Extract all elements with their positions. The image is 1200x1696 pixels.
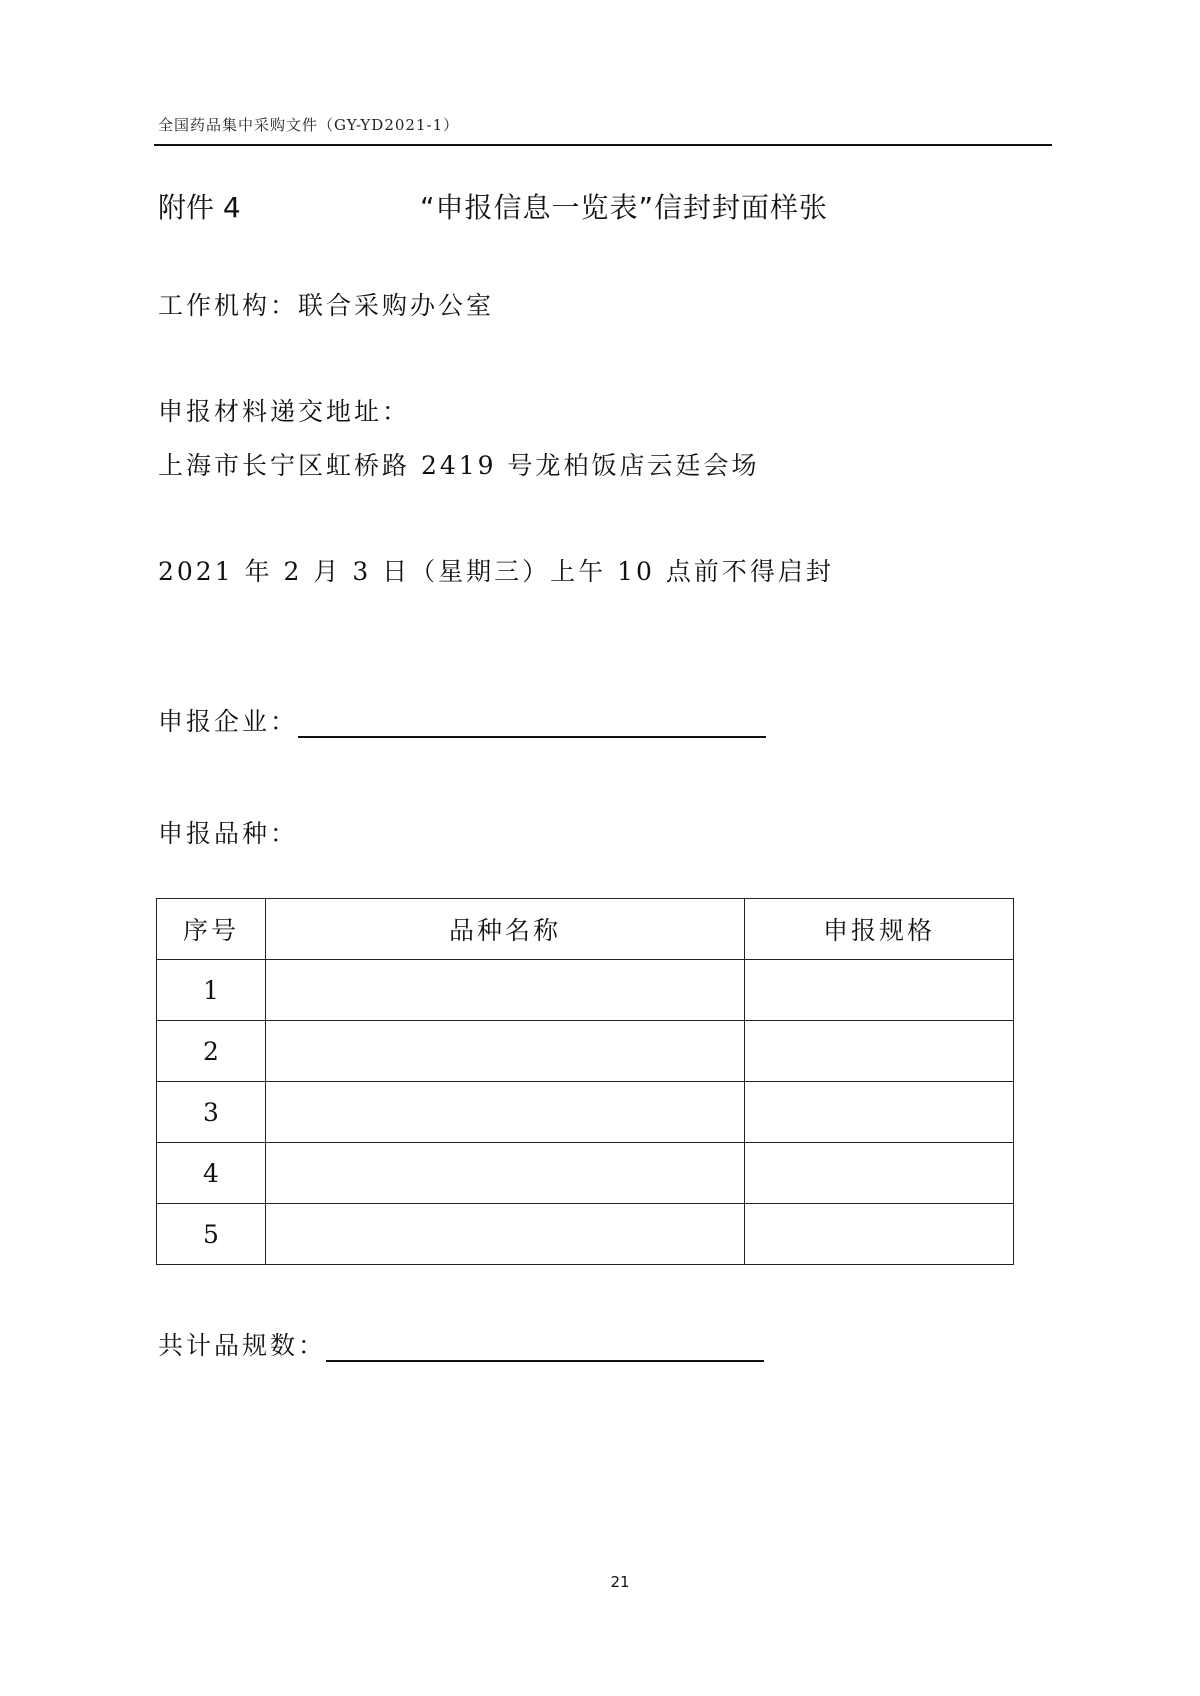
company-field-row <box>158 702 766 738</box>
company-blank-line[interactable] <box>298 710 766 738</box>
table-row <box>157 1021 1014 1082</box>
table-row <box>157 1082 1014 1143</box>
variety-name-cell[interactable] <box>266 1204 745 1265</box>
specification-cell[interactable] <box>745 1082 1014 1143</box>
varieties-table-wrap <box>156 898 1014 1265</box>
page-number: 21 <box>610 1573 630 1591</box>
document-title-row <box>158 186 1048 226</box>
total-label: 共计品规数： <box>158 1331 327 1360</box>
row-index: 1 <box>157 960 266 1021</box>
row-index: 4 <box>157 1143 266 1204</box>
variety-name-cell[interactable] <box>266 1143 745 1204</box>
agency-line: 工作机构：联合采购办公室 <box>158 291 495 320</box>
header-index: 序号 <box>157 899 266 960</box>
table-row <box>157 960 1014 1021</box>
specification-cell[interactable] <box>745 1143 1014 1204</box>
specification-cell[interactable] <box>745 1021 1014 1082</box>
row-index: 2 <box>157 1021 266 1082</box>
varieties-table <box>156 898 1014 1265</box>
opening-notice: 2021 年 2 月 3 日（星期三）上午 10 点前不得启封 <box>158 557 834 586</box>
header-variety-name: 品种名称 <box>266 899 745 960</box>
row-index: 5 <box>157 1204 266 1265</box>
total-field-row <box>158 1326 764 1362</box>
attachment-label: 附件 4 <box>158 191 241 224</box>
company-label: 申报企业： <box>158 707 299 736</box>
specification-cell[interactable] <box>745 1204 1014 1265</box>
variety-name-cell[interactable] <box>266 960 745 1021</box>
header-divider <box>154 144 1052 146</box>
address-label: 申报材料递交地址： <box>158 397 411 426</box>
table-row <box>157 1204 1014 1265</box>
variety-name-cell[interactable] <box>266 1021 745 1082</box>
specification-cell[interactable] <box>745 960 1014 1021</box>
header-specification: 申报规格 <box>745 899 1014 960</box>
variety-name-cell[interactable] <box>266 1082 745 1143</box>
page-title: “申报信息一览表”信封封面样张 <box>420 191 829 224</box>
table-header-row <box>157 899 1014 960</box>
address-text: 上海市长宁区虹桥路 2419 号龙柏饭店云廷会场 <box>158 451 760 480</box>
total-blank-line[interactable] <box>326 1334 764 1362</box>
row-index: 3 <box>157 1082 266 1143</box>
running-header: 全国药品集中采购文件（GY-YD2021-1） <box>158 116 460 134</box>
table-row <box>157 1143 1014 1204</box>
varieties-label: 申报品种： <box>158 819 299 848</box>
